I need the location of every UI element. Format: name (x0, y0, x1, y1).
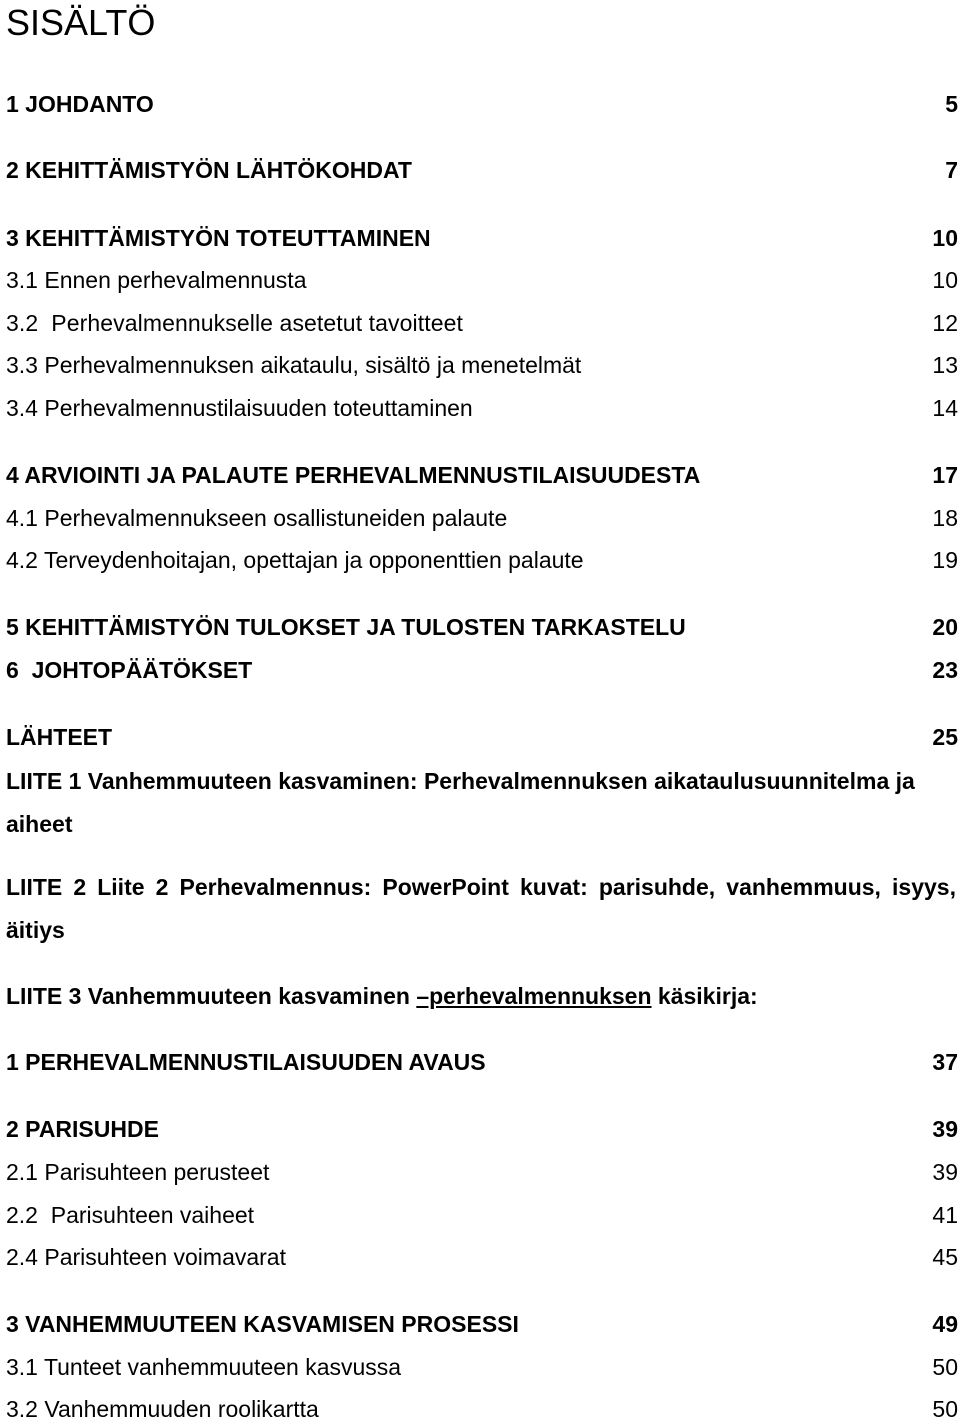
toc-entry-title: LÄHTEET (6, 724, 113, 750)
appendix-2[interactable]: LIITE 2 Liite 2 Perhevalmennus: PowerPoint kuvat: parisuhde, vanhemmuus, isyys, äitiys (6, 874, 956, 943)
handbook-entry[interactable] (6, 1242, 958, 1272)
handbook-entry-title: 2.2 Parisuhteen vaiheet (6, 1202, 255, 1228)
toc-entry[interactable] (6, 89, 958, 119)
appendix-3-prefix: LIITE 3 Vanhemmuuteen kasvaminen (6, 983, 417, 1009)
handbook-entry-title: 3.2 Vanhemmuuden roolikartta (6, 1396, 319, 1422)
handbook-entry[interactable] (6, 1200, 958, 1230)
toc-entry[interactable] (6, 460, 958, 490)
handbook-entry-page: 37 (932, 1049, 958, 1075)
toc-entry-page: 5 (945, 91, 958, 117)
toc-entry-title: 5 KEHITTÄMISTYÖN TULOKSET JA TULOSTEN TARKASTELU (6, 614, 686, 640)
handbook-entry-page: 39 (932, 1116, 958, 1142)
toc-entry[interactable] (6, 612, 958, 642)
handbook-entry-title: 2 PARISUHDE (6, 1116, 159, 1142)
appendix-1[interactable]: LIITE 1 Vanhemmuuteen kasvaminen: Perhevalmennuksen aikataulusuunnitelma ja aiheet (6, 768, 915, 837)
toc-entry-page: 17 (932, 462, 958, 488)
toc-entry[interactable] (6, 265, 958, 295)
toc-entry-title: 3 KEHITTÄMISTYÖN TOTEUTTAMINEN (6, 225, 431, 251)
toc-entry-page: 25 (932, 724, 958, 750)
appendix-3-underlined: –perhevalmennuksen (416, 983, 652, 1009)
toc-entry-page: 20 (932, 614, 958, 640)
toc-entry[interactable] (6, 722, 958, 752)
toc-entry-title: 6 JOHTOPÄÄTÖKSET (6, 657, 253, 683)
toc-entry[interactable] (6, 223, 958, 253)
handbook-entry-title: 3.1 Tunteet vanhemmuuteen kasvussa (6, 1354, 402, 1380)
handbook-entry[interactable] (6, 1394, 958, 1424)
toc-entry-title: 3.2 Perhevalmennukselle asetetut tavoitteet (6, 310, 464, 336)
toc-entry[interactable] (6, 545, 958, 575)
toc-entry-title: 2 KEHITTÄMISTYÖN LÄHTÖKOHDAT (6, 157, 412, 183)
toc-entry-title: 3.1 Ennen perhevalmennusta (6, 267, 307, 293)
toc-entry[interactable] (6, 503, 958, 533)
toc-entry-title: 4 ARVIOINTI JA PALAUTE PERHEVALMENNUSTILAISUUDESTA (6, 462, 701, 488)
toc-entry-title: 4.1 Perhevalmennukseen osallistuneiden palaute (6, 505, 508, 531)
handbook-entry-page: 45 (932, 1244, 958, 1270)
page-title: SISÄLTÖ (6, 2, 156, 43)
toc-entry-title: 3.4 Perhevalmennustilaisuuden toteuttaminen (6, 395, 473, 421)
toc-entry-page: 23 (932, 657, 958, 683)
toc-entry[interactable] (6, 308, 958, 338)
toc-entry[interactable] (6, 655, 958, 685)
toc-entry[interactable] (6, 350, 958, 380)
handbook-entry-page: 50 (932, 1396, 958, 1422)
handbook-entry-page: 41 (932, 1202, 958, 1228)
handbook-entry[interactable] (6, 1309, 958, 1339)
toc-entry[interactable] (6, 393, 958, 423)
toc-entry-page: 18 (932, 505, 958, 531)
toc-entry-page: 7 (945, 157, 958, 183)
appendix-3-suffix: käsikirja: (651, 983, 758, 1009)
toc-entry[interactable] (6, 155, 958, 185)
appendix-3[interactable] (6, 975, 956, 1018)
handbook-entry-title: 2.1 Parisuhteen perusteet (6, 1159, 270, 1185)
toc-entry-page: 10 (932, 267, 958, 293)
toc-entry-page: 14 (932, 395, 958, 421)
toc-entry-page: 10 (932, 225, 958, 251)
handbook-entry[interactable] (6, 1114, 958, 1144)
handbook-entry[interactable] (6, 1047, 958, 1077)
handbook-entry[interactable] (6, 1157, 958, 1187)
handbook-entry-title: 3 VANHEMMUUTEEN KASVAMISEN PROSESSI (6, 1311, 519, 1337)
handbook-entry[interactable] (6, 1352, 958, 1382)
handbook-entry-title: 1 PERHEVALMENNUSTILAISUUDEN AVAUS (6, 1049, 486, 1075)
toc-entry-page: 13 (932, 352, 958, 378)
handbook-entry-page: 49 (932, 1311, 958, 1337)
handbook-entry-page: 39 (932, 1159, 958, 1185)
toc-entry-title: 3.3 Perhevalmennuksen aikataulu, sisältö ja menetelmät (6, 352, 582, 378)
handbook-entry-page: 50 (932, 1354, 958, 1380)
toc-entry-title: 1 JOHDANTO (6, 91, 154, 117)
toc-entry-page: 12 (932, 310, 958, 336)
handbook-entry-title: 2.4 Parisuhteen voimavarat (6, 1244, 286, 1270)
toc-entry-page: 19 (932, 547, 958, 573)
toc-entry-title: 4.2 Terveydenhoitajan, opettajan ja opponenttien palaute (6, 547, 584, 573)
